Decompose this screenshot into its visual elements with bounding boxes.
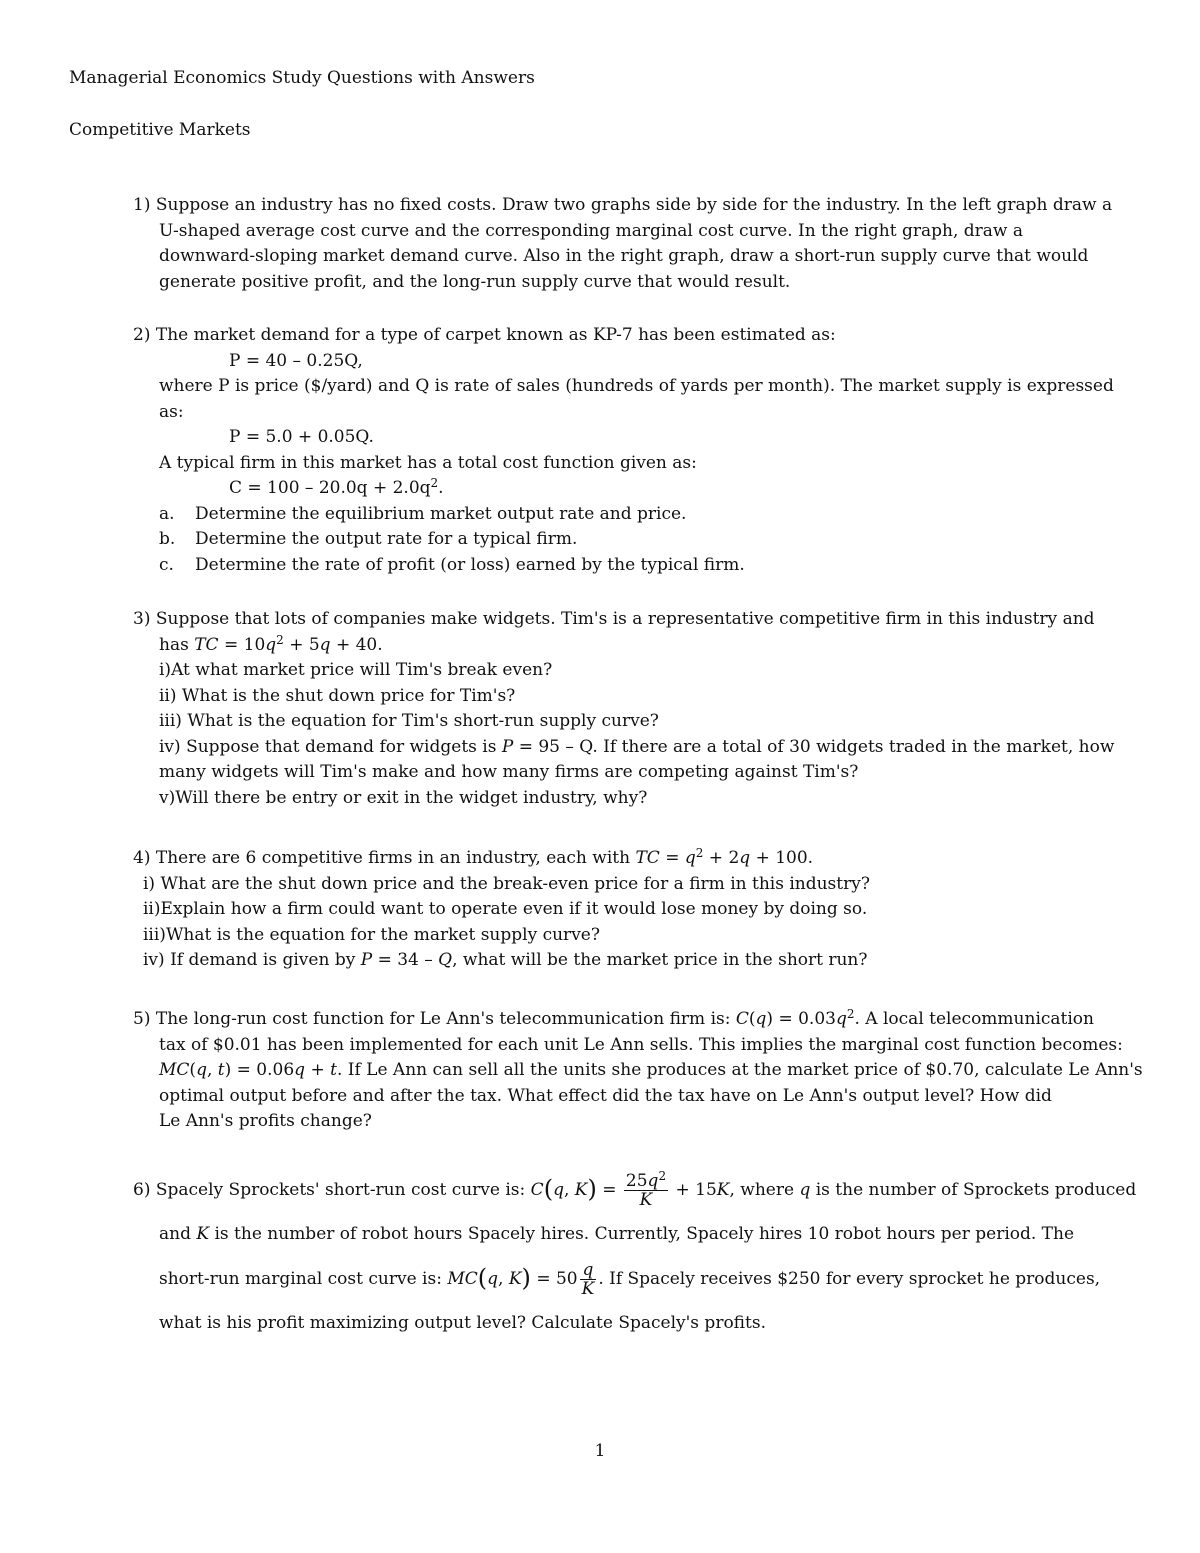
document-title: Managerial Economics Study Questions with Answers [69,68,535,88]
question-6-line-1: 6) Spacely Sprockets' short-run cost curve is: C(q, K) = $\frac{25q^2}{K}$ + 15K, where q is the number of Sprockets produced [133,1169,1137,1210]
section-heading: Competitive Markets [69,120,251,140]
question-5-line-3: MC(q, t) = 0.06q + t. If Le Ann can sell all the units she produces at the market price of $0.70, calculate Le Ann's [159,1060,1143,1080]
question-1 [133,193,1113,295]
question-4-part-iii: iii)What is the equation for the market supply curve? [143,924,600,945]
question-5-line-2: tax of $0.01 has been implemented for each unit Le Ann sells. This implies the marginal cost function becomes: [159,1034,1123,1055]
question-1-line-1: 1) Suppose an industry has no fixed costs. Draw two graphs side by side for the industry. In the left graph draw a [133,195,1113,215]
question-3-part-v: v)Will there be entry or exit in the widget industry, why? [159,787,648,808]
question-5-line-4: optimal output before and after the tax. What effect did the tax have on Le Ann's output level? How did [159,1085,1052,1106]
question-3-part-iv-cont: many widgets will Tim's make and how many firms are competing against Tim's? [159,762,859,782]
cost-equation: $C = 100 - 20.0q + 2.0q^2$. [229,476,444,498]
question-3-part-ii: ii) What is the shut down price for Tim's? [159,685,516,706]
question-5 [133,1007,1143,1135]
question-2-line-1: 2) The market demand for a type of carpet known as KP-7 has been estimated as: [133,325,836,345]
question-1-line-2: U-shaped average cost curve and the corresponding marginal cost curve. In the right graph, draw a [159,220,1023,241]
question-3-line-1: 3) Suppose that lots of companies make widgets. Tim's is a representative competitive firm in this industry and [133,609,1095,629]
question-4 [133,846,1095,974]
question-2-part-a: a. Determine the equilibrium market output rate and price. [159,503,687,524]
question-2-part-c: c. Determine the rate of profit (or loss) earned by the typical firm. [159,554,745,575]
question-5-line-1: 5) The long-run cost function for Le Ann's telecommunication firm is: $C(q) = 0.03q^2$. A local telecommunication [133,1007,1094,1029]
page-number: 1 [594,1441,606,1461]
demand-equation: P = 40 – 0.25Q, [229,350,363,371]
question-6 [133,1167,1137,1345]
question-1-line-4: generate positive profit, and the long-run supply curve that would result. [159,271,791,292]
question-5-line-5: Le Ann's profits change? [159,1111,372,1131]
question-3-part-iv: iv) Suppose that demand for widgets is P = 95 – Q. If there are a total of 30 widgets traded in the market, how [159,736,1115,757]
question-2 [133,323,1114,578]
question-4-part-ii: ii)Explain how a firm could want to operate even if it would lose money by doing so. [143,899,868,919]
question-3-part-i: i)At what market price will Tim's break even? [159,660,553,680]
question-2-part-b: b. Determine the output rate for a typical firm. [159,529,578,549]
question-3-part-iii: iii) What is the equation for Tim's short-run supply curve? [159,711,659,731]
question-3-line-2: has TC = $10q^2 + 5q + 40$. [159,632,383,655]
question-4-part-i: i) What are the shut down price and the break-even price for a firm in this industry? [143,873,870,894]
question-3 [133,607,1115,811]
question-4-part-iv: iv) If demand is given by P = 34 – Q, what will be the market price in the short run? [143,950,868,970]
question-2-line-3: as: [159,401,184,422]
question-6-line-3: short-run marginal cost curve is: MC(q, K) = 50 $\frac{q}{K}$ . If Spacely receives $250 for every sprocket he produces, [159,1260,1101,1299]
cost-fraction: $\frac{25q^2}{K}$ [625,1169,667,1210]
question-4-line-1: 4) There are 6 competitive firms in an industry, each with TC = $q^2 + 2q + 100$. [133,846,814,868]
supply-equation: P = 5.0 + 0.05Q. [229,427,374,447]
mc-fraction: $\frac{q}{K}$ [581,1260,595,1299]
question-6-line-4: what is his profit maximizing output level? Calculate Spacely's profits. [159,1313,766,1333]
question-2-line-2: where P is price ($/yard) and Q is rate of sales (hundreds of yards per month). The market supply is expressed [159,376,1114,396]
question-2-line-4: A typical firm in this market has a total cost function given as: [159,452,697,473]
question-1-line-3: downward-sloping market demand curve. Also in the right graph, draw a short-run supply curve that would [159,246,1089,266]
question-6-line-2: and K is the number of robot hours Spacely hires. Currently, Spacely hires 10 robot hours per period. The [159,1224,1075,1244]
